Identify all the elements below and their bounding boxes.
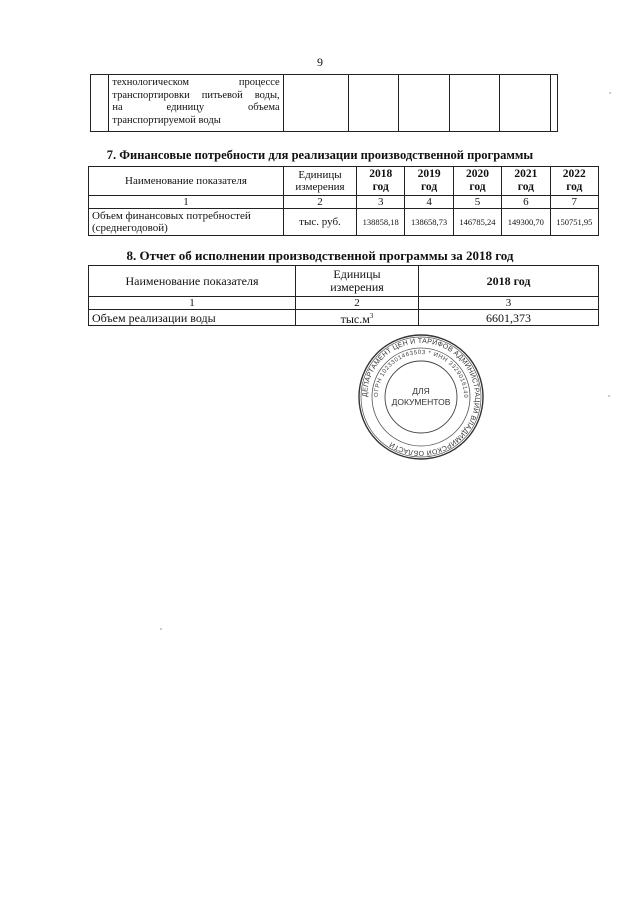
- year-suffix: год: [421, 181, 438, 193]
- year-label: 2020: [465, 168, 489, 180]
- column-number: 4: [405, 196, 453, 209]
- column-number: 6: [502, 196, 550, 209]
- table-row: [89, 209, 599, 236]
- value-2020: 146785,24: [453, 209, 501, 236]
- program-report-table: [88, 265, 599, 326]
- year-label: 2022: [562, 168, 586, 180]
- column-number-row: [89, 196, 599, 209]
- header-unit-line: Единицы: [298, 169, 342, 181]
- header-year-2022: [550, 167, 598, 196]
- column-number: 3: [357, 196, 405, 209]
- header-unit-line: Единицы: [333, 267, 381, 281]
- table-cell: [500, 75, 551, 132]
- row-unit: [296, 310, 419, 326]
- row-name-line: Объем финансовых потребностей: [92, 210, 251, 222]
- header-name: Наименование показателя: [89, 167, 284, 196]
- table-cell: [91, 75, 109, 132]
- row-name-line: (среднегодовой): [92, 222, 168, 234]
- header-unit: [296, 266, 419, 297]
- stamp-center-text: ДЛЯ: [412, 386, 430, 396]
- year-suffix: год: [566, 181, 583, 193]
- unit-superscript: 3: [369, 312, 374, 320]
- continued-table: [90, 74, 558, 132]
- row-name: [89, 209, 284, 236]
- year-label: 2021: [514, 168, 538, 180]
- scan-speck: [160, 628, 162, 630]
- stamp-center-text: ДОКУМЕНТОВ: [391, 397, 451, 407]
- row-unit: тыс. руб.: [284, 209, 357, 236]
- page-number: 9: [317, 55, 323, 69]
- column-number: 2: [284, 196, 357, 209]
- row-name: Объем реализации воды: [89, 310, 296, 326]
- financial-needs-table: [88, 166, 599, 236]
- table-cell: [449, 75, 500, 132]
- stamp-inner-ring-text: ОГРН 1023301463503 * ИНН 3329016140: [373, 349, 469, 399]
- scan-speck: [608, 395, 610, 397]
- value-2021: 149300,70: [502, 209, 550, 236]
- header-unit: [284, 167, 357, 196]
- indicator-line: транспортируемой воды: [112, 114, 221, 126]
- row-value: 6601,373: [419, 310, 599, 326]
- section7-heading: 7. Финансовые потребности для реализации производственной программы: [106, 148, 534, 162]
- column-number-row: [89, 297, 599, 310]
- indicator-line: транспортировки питьевой воды,: [112, 89, 280, 101]
- indicator-cell: [109, 75, 283, 132]
- table-cell: [283, 75, 348, 132]
- section8-heading: 8. Отчет об исполнении производственной программы за 2018 год: [126, 248, 514, 263]
- header-unit-line: измерения: [295, 181, 345, 193]
- header-name: Наименование показателя: [89, 266, 296, 297]
- table-row: [89, 310, 599, 326]
- column-number: 3: [419, 297, 599, 310]
- year-suffix: год: [517, 181, 534, 193]
- table-header-row: [89, 266, 599, 297]
- header-year-2020: [453, 167, 501, 196]
- value-2018: 138858,18: [357, 209, 405, 236]
- official-stamp: [356, 332, 486, 462]
- header-unit-line: измерения: [330, 280, 384, 294]
- year-label: 2019: [417, 168, 441, 180]
- header-year-2018: [357, 167, 405, 196]
- indicator-line: технологическом процессе: [112, 77, 280, 88]
- value-2022: 150751,95: [550, 209, 598, 236]
- indicator-line: на единицу объема: [112, 102, 280, 113]
- column-number: 1: [89, 297, 296, 310]
- table-cell: [348, 75, 399, 132]
- year-suffix: год: [469, 181, 486, 193]
- header-year-2019: [405, 167, 453, 196]
- year-label: 2018: [369, 168, 393, 180]
- stamp-ring-text: ДЕПАРТАМЕНТ ЦЕН И ТАРИФОВ АДМИНИСТРАЦИИ ВЛАДИМИРСКОЙ ОБЛАСТИ: [361, 337, 481, 457]
- unit-text: тыс.м: [340, 312, 370, 326]
- header-year-2021: [502, 167, 550, 196]
- column-number: 7: [550, 196, 598, 209]
- header-year: 2018 год: [419, 266, 599, 297]
- scan-speck: [609, 92, 611, 94]
- table-header-row: [89, 167, 599, 196]
- table-cell: [551, 75, 558, 132]
- value-2019: 138658,73: [405, 209, 453, 236]
- column-number: 2: [296, 297, 419, 310]
- column-number: 1: [89, 196, 284, 209]
- table-row: [91, 75, 558, 132]
- column-number: 5: [453, 196, 501, 209]
- year-suffix: год: [372, 181, 389, 193]
- table-cell: [399, 75, 450, 132]
